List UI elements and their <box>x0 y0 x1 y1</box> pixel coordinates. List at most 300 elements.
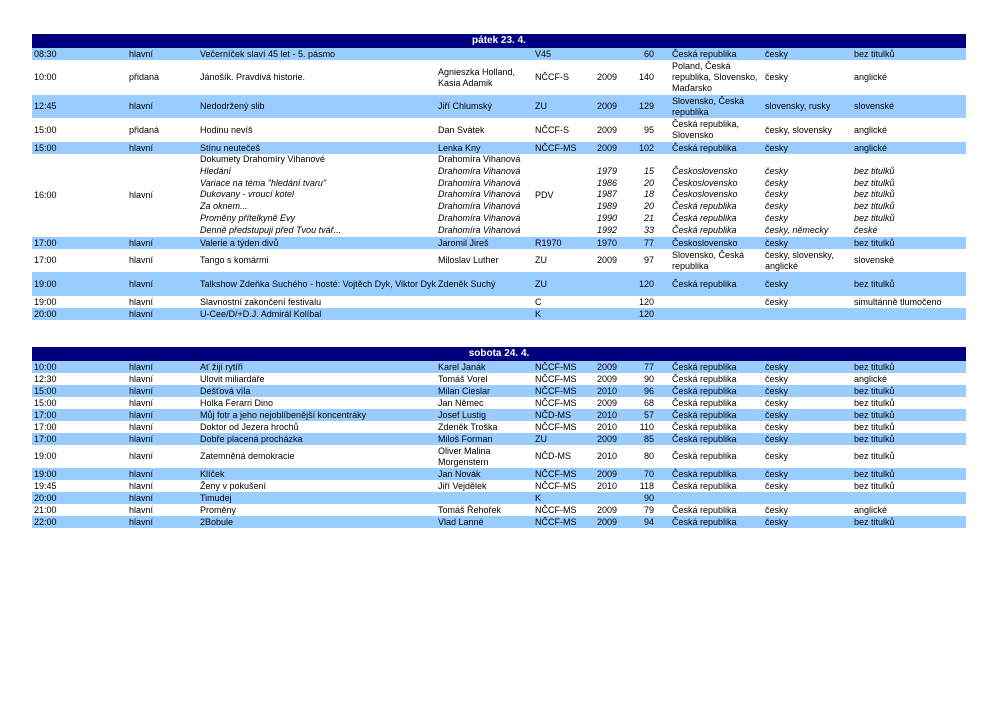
language-cell: česky <box>765 433 789 444</box>
year-cell <box>592 492 617 504</box>
subtitles-cell: bez titulků <box>854 48 895 59</box>
year-cell: 1970 <box>596 237 617 248</box>
table-row <box>32 516 966 528</box>
length-cell: 77 <box>643 361 654 372</box>
section-code-cell: NČCF-MS <box>535 516 577 527</box>
table-row <box>32 296 966 308</box>
section-code-cell: NČCF-S <box>535 124 569 135</box>
sub-entry: česky <box>765 189 789 200</box>
table-row <box>32 237 966 249</box>
length-cell: 96 <box>643 385 654 396</box>
title-cell: Hodinu nevíš <box>200 124 253 135</box>
language-cell: česky <box>765 397 789 408</box>
language-cell: česky <box>765 72 789 82</box>
sub-entry: Československo <box>672 189 738 200</box>
day-header: pátek 23. 4. <box>32 34 966 48</box>
title-cell: Jánošík. Pravdivá historie. <box>200 72 306 82</box>
country-cell <box>672 296 762 308</box>
director-cell: Vlad Lanné <box>438 516 484 527</box>
country-cell: Česká republika <box>672 48 737 59</box>
table-row <box>32 154 966 237</box>
title-cell: Zatemněná demokracie <box>200 451 295 461</box>
title-cell: Tango s komármi <box>200 255 269 265</box>
language-cell <box>765 308 850 320</box>
year-cell: 2010 <box>596 409 617 420</box>
table-row <box>32 397 966 409</box>
subtitles-cell: bez titulků <box>854 421 895 432</box>
year-cell: 2009 <box>596 72 617 82</box>
sub-entry: 15 <box>643 165 654 176</box>
length-cell: 70 <box>643 468 654 479</box>
language-cell <box>765 492 850 504</box>
section-code-cell: NČCF-MS <box>535 397 577 408</box>
section-code-cell: PDV <box>535 190 554 200</box>
sub-entry: bez titulků <box>854 165 895 176</box>
director-cell: Jiří Chlumský <box>438 101 493 111</box>
title-cell: Dešťová víla <box>200 385 251 396</box>
section-code-cell: NČCF-S <box>535 72 569 82</box>
director-cell <box>438 308 534 320</box>
director-cell: Tomáš Vorel <box>438 373 488 384</box>
year-cell: 2009 <box>596 504 617 515</box>
length-cell: 120 <box>638 308 654 319</box>
sub-entry: Za oknem... <box>200 201 248 212</box>
section-code-cell: NČCF-MS <box>535 361 577 372</box>
table-row <box>32 48 966 60</box>
section-code-cell: NČCF-MS <box>535 504 577 515</box>
country-cell: Česká republika <box>672 278 737 289</box>
section-cell: hlavní <box>129 433 154 444</box>
sub-entry: Drahomíra Vihanová <box>438 224 521 235</box>
subtitles-cell: bez titulků <box>854 385 895 396</box>
length-cell: 80 <box>643 451 654 461</box>
section-code-cell: NČD-MS <box>535 451 571 461</box>
title-cell: Stínu neutečeš <box>200 142 261 153</box>
subtitles-cell: bez titulků <box>854 361 895 372</box>
time-cell: 12:30 <box>34 373 57 384</box>
year-cell: 2009 <box>596 142 617 153</box>
country-cell <box>672 308 762 320</box>
director-cell: Miloslav Luther <box>438 255 499 265</box>
subtitles-cell: bez titulků <box>854 397 895 408</box>
title-cell: Ulovit miliardáře <box>200 373 265 384</box>
director-cell: Oliver Malina Morgenstern <box>438 445 491 467</box>
section-cell: hlavní <box>129 385 154 396</box>
length-cell: 60 <box>643 48 654 59</box>
year-cell: 2009 <box>596 124 617 135</box>
time-cell: 17:00 <box>34 237 57 248</box>
time-cell: 15:00 <box>34 397 57 408</box>
sub-entry <box>854 154 966 166</box>
time-cell: 12:45 <box>34 101 57 111</box>
title-cell <box>200 154 436 237</box>
section-code-cell: NČCF-MS <box>535 421 577 432</box>
length-cell: 90 <box>643 373 654 384</box>
country-cell: Česká republika <box>672 504 737 515</box>
schedule-rows <box>32 48 966 320</box>
time-cell: 08:30 <box>34 48 57 59</box>
title-cell: Dobře placená procházka <box>200 433 303 444</box>
year-cell <box>592 48 617 60</box>
table-row <box>32 433 966 445</box>
sub-entry: 18 <box>643 189 654 200</box>
director-cell: Jan Němec <box>438 397 484 408</box>
title-cell: Večerníček slaví 45 let - 5. pásmo <box>200 48 336 59</box>
title-cell: 2Bobule <box>200 516 234 527</box>
subtitles-cell: bez titulků <box>854 516 895 527</box>
time-cell: 21:00 <box>34 504 57 515</box>
section-code-cell: V45 <box>535 48 552 59</box>
time-cell: 15:00 <box>34 142 57 153</box>
sub-entry: Hledání <box>200 165 232 176</box>
director-cell: Jaromil Jireš <box>438 237 489 248</box>
subtitles-cell: anglické <box>854 72 888 82</box>
title-cell: Ať žijí rytíři <box>200 361 243 372</box>
sub-entry: Česká republika <box>672 201 737 212</box>
time-cell: 17:00 <box>34 433 57 444</box>
table-row <box>32 445 966 468</box>
section-cell: hlavní <box>129 296 154 307</box>
language-cell: česky <box>765 504 789 515</box>
language-cell: česky <box>765 278 789 289</box>
year-cell: 2009 <box>596 101 617 111</box>
sub-entry <box>672 154 762 166</box>
subtitles-cell: bez titulků <box>854 278 895 289</box>
section-cell: hlavní <box>129 409 154 420</box>
year-cell: 2009 <box>596 516 617 527</box>
language-cell: česky <box>765 296 789 307</box>
time-cell: 10:00 <box>34 361 57 372</box>
country-cell <box>672 154 762 237</box>
sub-entry: Drahomíra Vihanová <box>438 212 521 223</box>
subtitles-cell <box>854 308 966 320</box>
time-cell: 19:00 <box>34 468 57 479</box>
table-row <box>32 249 966 272</box>
director-cell: Zdeněk Suchý <box>438 278 496 289</box>
length-cell: 110 <box>639 421 654 432</box>
language-cell: česky <box>765 142 789 153</box>
sub-entry: 33 <box>643 224 654 235</box>
country-cell: Česká republika <box>672 385 737 396</box>
year-cell: 2009 <box>596 373 617 384</box>
table-row <box>32 385 966 397</box>
sub-entry: 21 <box>643 212 654 223</box>
sub-entry: Česká republika <box>672 224 737 235</box>
subtitles-cell: anglické <box>854 504 888 515</box>
language-cell: česky, slovensky <box>765 124 832 135</box>
table-row <box>32 118 966 142</box>
section-cell: hlavní <box>129 373 154 384</box>
section-cell: hlavní <box>129 48 154 59</box>
language-cell: česky <box>765 361 789 372</box>
length-cell: 102 <box>638 142 654 153</box>
year-cell <box>592 308 617 320</box>
year-cell: 2010 <box>596 451 617 461</box>
sub-entry: bez titulků <box>854 177 895 188</box>
year-cell: 2009 <box>596 433 617 444</box>
section-cell: přidaná <box>129 72 160 82</box>
director-cell: Jan Novák <box>438 468 481 479</box>
section-code-cell: ZU <box>535 255 547 265</box>
sub-entry: 1979 <box>596 165 617 176</box>
section-cell: hlavní <box>129 190 154 200</box>
subtitles-cell <box>854 154 966 237</box>
sub-entry: česky <box>765 201 789 212</box>
sub-entry: 1992 <box>596 224 617 235</box>
table-row <box>32 361 966 373</box>
length-cell: 129 <box>638 101 654 111</box>
table-row <box>32 504 966 516</box>
sub-entry: 1990 <box>596 212 617 223</box>
length-cell: 118 <box>639 480 654 491</box>
sub-entry: Drahomíra Vihanová <box>438 165 521 176</box>
time-cell: 19:00 <box>34 296 57 307</box>
title-cell: Můj fotr a jeho nejoblíbenější koncentráky <box>200 409 367 420</box>
time-cell: 17:00 <box>34 409 57 420</box>
table-row <box>32 95 966 118</box>
sub-entry: Drahomíra Vihanová <box>438 201 521 212</box>
country-cell: Česká republika, Slovensko <box>672 119 740 140</box>
time-cell: 17:00 <box>34 421 57 432</box>
sub-entry: Drahomíra Vihanová <box>438 189 521 200</box>
country-cell: Poland, Česká republika, Slovensko, Maďarsko <box>672 61 758 93</box>
section-cell: hlavní <box>129 492 154 503</box>
language-cell: česky <box>765 373 789 384</box>
sub-entry: bez titulků <box>854 189 895 200</box>
country-cell: Česká republika <box>672 516 737 527</box>
section-cell: hlavní <box>129 255 154 265</box>
sub-entry: české <box>854 224 878 235</box>
length-cell: 77 <box>643 237 654 248</box>
sub-entry: Dokumety Drahomíry Vihanové <box>200 154 325 164</box>
section-code-cell: NČCF-MS <box>535 142 577 153</box>
section-cell: hlavní <box>129 361 154 372</box>
year-cell: 2009 <box>596 397 617 408</box>
director-cell: Miloš Forman <box>438 433 493 444</box>
section-cell: hlavní <box>129 397 154 408</box>
table-row <box>32 492 966 504</box>
year-cell <box>592 272 617 296</box>
country-cell: Slovensko, Česká republika <box>672 95 745 117</box>
section-code-cell: C <box>535 296 542 307</box>
time-cell: 16:00 <box>34 190 57 200</box>
sub-entry: česky <box>765 212 789 223</box>
subtitles-cell: bez titulků <box>854 451 895 461</box>
section-code-cell: K <box>535 308 542 319</box>
time-cell: 15:00 <box>34 385 57 396</box>
length-cell: 85 <box>643 433 654 444</box>
director-cell: Zdeněk Troška <box>438 421 498 432</box>
language-cell: česky <box>765 409 789 420</box>
length-cell: 120 <box>638 296 654 307</box>
section-cell: hlavní <box>129 468 154 479</box>
title-cell: U-Cee/D/+D.J. Admirál Kolíbal <box>200 308 322 319</box>
table-row <box>32 468 966 480</box>
section-code-cell: NČCF-MS <box>535 385 577 396</box>
sub-entry: Československo <box>672 177 738 188</box>
subtitles-cell: bez titulků <box>854 237 895 248</box>
sub-entry: bez titulků <box>854 212 895 223</box>
director-cell <box>438 492 534 504</box>
sub-entry: 1987 <box>596 189 617 200</box>
time-cell: 19:45 <box>34 480 57 491</box>
section-code-cell: NČCF-MS <box>535 373 577 384</box>
title-cell: Nedodržený slib <box>200 101 265 111</box>
director-cell: Jiří Vejdělek <box>438 480 487 491</box>
country-cell: Česká republika <box>672 142 737 153</box>
section-code-cell: NČCF-MS <box>535 468 577 479</box>
section-cell: přidaná <box>129 124 160 135</box>
section-cell: hlavní <box>129 451 154 461</box>
subtitles-cell: anglické <box>854 142 888 153</box>
sub-entry: bez titulků <box>854 201 895 212</box>
table-row <box>32 409 966 421</box>
sub-entry: 1986 <box>596 177 617 188</box>
day-header: sobota 24. 4. <box>32 347 966 361</box>
country-cell: Slovensko, Česká republika <box>672 249 745 271</box>
director-cell: Agnieszka Holland, Kasia Adamik <box>438 66 516 88</box>
language-cell: česky <box>765 237 789 248</box>
section-cell: hlavní <box>129 142 154 153</box>
subtitles-cell: slovenské <box>854 255 895 265</box>
subtitles-cell: bez titulků <box>854 409 895 420</box>
country-cell: Česká republika <box>672 397 737 408</box>
section-code-cell: R1970 <box>535 237 562 248</box>
language-cell: česky <box>765 516 789 527</box>
title-cell: Doktor od Jezera hrochů <box>200 421 299 432</box>
country-cell: Česká republika <box>672 361 737 372</box>
director-cell <box>438 154 534 237</box>
section-cell: hlavní <box>129 516 154 527</box>
language-cell: česky <box>765 385 789 396</box>
length-cell: 79 <box>643 504 654 515</box>
day-section-saturday <box>32 347 966 528</box>
year-cell: 2010 <box>596 480 617 491</box>
section-code-cell: ZU <box>535 278 547 289</box>
section-code-cell: K <box>535 492 542 503</box>
year-cell <box>592 154 617 237</box>
time-cell: 15:00 <box>34 124 57 135</box>
year-cell <box>592 296 617 308</box>
title-cell: Klíček <box>200 468 225 479</box>
length-cell: 94 <box>643 516 654 527</box>
title-cell: Slavnostní zakončení festivalu <box>200 296 322 307</box>
sub-entry <box>765 154 850 166</box>
section-cell: hlavní <box>129 237 154 248</box>
language-cell: česky <box>765 48 789 59</box>
sub-entry: Dukovany - vroucí kotel <box>200 189 295 200</box>
time-cell: 10:00 <box>34 72 57 82</box>
section-cell: hlavní <box>129 421 154 432</box>
length-cell: 140 <box>638 72 654 82</box>
section-code-cell: NČD-MS <box>535 409 571 420</box>
sub-entry: Československo <box>672 165 738 176</box>
sub-entry: Proměny přítelkyně Evy <box>200 212 296 223</box>
table-row <box>32 60 966 95</box>
subtitles-cell: bez titulků <box>854 433 895 444</box>
schedule-rows <box>32 361 966 528</box>
language-cell: česky <box>765 421 789 432</box>
country-cell: Česká republika <box>672 480 737 491</box>
subtitles-cell <box>854 492 966 504</box>
title-cell: Timudej <box>200 492 232 503</box>
section-cell: hlavní <box>129 504 154 515</box>
title-cell: Ženy v pokušení <box>200 480 267 491</box>
director-cell: Tomáš Řehořek <box>438 504 502 515</box>
section-code-cell: ZU <box>535 101 547 111</box>
subtitles-cell: simultánně tlumočeno <box>854 296 942 307</box>
country-cell: Česká republika <box>672 433 737 444</box>
year-cell: 2009 <box>596 468 617 479</box>
table-row <box>32 421 966 433</box>
sub-entry: Drahomíra Vihanová <box>438 154 521 164</box>
day-section-friday <box>32 34 966 320</box>
country-cell: Česká republika <box>672 451 737 461</box>
subtitles-cell: bez titulků <box>854 480 895 491</box>
section-code-cell: NČCF-MS <box>535 480 577 491</box>
language-cell: česky <box>765 468 789 479</box>
sub-entry: 20 <box>643 177 654 188</box>
subtitles-cell: slovenské <box>854 101 895 111</box>
country-cell: Česká republika <box>672 468 737 479</box>
language-cell: česky, slovensky, anglické <box>765 249 834 271</box>
time-cell: 17:00 <box>34 255 57 265</box>
year-cell: 2009 <box>596 255 617 265</box>
title-cell: Valerie a týden divů <box>200 237 279 248</box>
year-cell: 2010 <box>596 385 617 396</box>
director-cell: Josef Lustig <box>438 409 487 420</box>
sub-entry: Variace na téma "hledání tvaru" <box>200 177 327 188</box>
table-row <box>32 308 966 320</box>
sub-entry: česky, německy <box>765 224 829 235</box>
country-cell: Česká republika <box>672 373 737 384</box>
table-row <box>32 373 966 385</box>
director-cell: Milan Cieslar <box>438 385 491 396</box>
subtitles-cell: bez titulků <box>854 468 895 479</box>
length-cell: 90 <box>643 492 654 503</box>
sub-entry: česky <box>765 177 789 188</box>
length-cell: 120 <box>638 278 654 289</box>
director-cell <box>438 48 534 60</box>
sub-entry: 1989 <box>596 201 617 212</box>
subtitles-cell: anglické <box>854 124 888 135</box>
length-cell: 97 <box>643 255 654 265</box>
sub-entry: 20 <box>643 201 654 212</box>
title-cell: Talkshow Zdeňka Suchého - hosté: Vojtěch Dyk, Viktor Dyk <box>200 278 436 289</box>
table-row <box>32 480 966 492</box>
time-cell: 20:00 <box>34 492 57 503</box>
length-cell: 57 <box>643 409 654 420</box>
language-cell: česky <box>765 451 789 461</box>
country-cell <box>672 492 762 504</box>
year-cell: 2010 <box>596 421 617 432</box>
sub-entry: Česká republika <box>672 212 737 223</box>
language-cell <box>765 154 850 237</box>
title-cell: Proměny <box>200 504 237 515</box>
director-cell: Dan Svátek <box>438 124 485 135</box>
section-cell: hlavní <box>129 308 154 319</box>
sub-entry: Drahomíra Vihanová <box>438 177 521 188</box>
section-cell: hlavní <box>129 278 154 289</box>
time-cell: 19:00 <box>34 451 57 461</box>
language-cell: slovensky, rusky <box>765 101 831 111</box>
director-cell: Lenka Kny <box>438 142 481 153</box>
sub-entry: Denně předstupuji před Tvou tvář... <box>200 224 342 235</box>
section-cell: hlavní <box>129 101 154 111</box>
time-cell: 22:00 <box>34 516 57 527</box>
length-cell: 95 <box>643 124 654 135</box>
sub-entry: česky <box>765 165 789 176</box>
